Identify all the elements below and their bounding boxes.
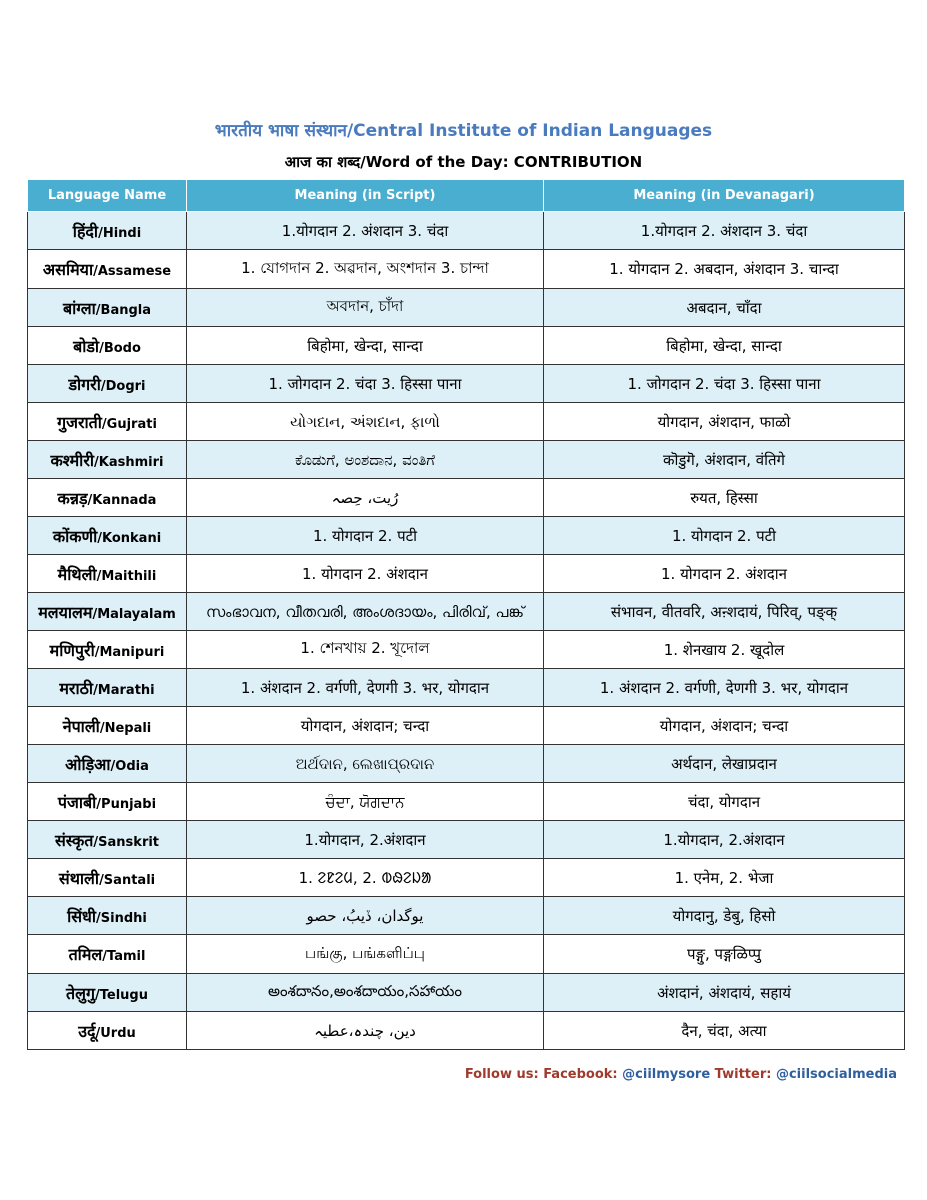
meaning-in-devanagari-cell: 1. जोगदान 2. चंदा 3. हिस्सा पाना <box>544 365 905 403</box>
meaning-in-devanagari-cell: 1. शेनखाय 2. खूदोल <box>544 631 905 669</box>
language-name-hindi: तमिल <box>68 945 103 964</box>
meaning-in-script-cell: رُیت، حِصہ <box>187 479 544 517</box>
meaning-in-script-cell: دین، چندہ،عطیہ <box>187 1012 544 1050</box>
language-name-hindi: डोगरी <box>68 374 101 394</box>
language-name-hindi: असमिया <box>42 260 94 279</box>
column-header-script: Meaning (in Script) <box>187 180 544 212</box>
table-row <box>28 821 905 859</box>
table-row <box>28 974 905 1012</box>
meaning-in-script-cell: 1. যোগদান 2. অৱদান, অংশদান 3. চান্দা <box>187 250 544 289</box>
meaning-in-script-cell: યોગદાન, અંશદાન, ફાળો <box>187 403 544 441</box>
page-title <box>0 118 927 141</box>
language-name-cell <box>28 212 187 250</box>
language-name-hindi: गुजराती <box>57 412 102 432</box>
meaning-in-script-cell: 1. ᱮᱱᱮᱢ, 2. ᱵᱷᱮᱡᱟ <box>187 859 544 897</box>
language-name-hindi: ओड़िआ <box>65 754 111 774</box>
meaning-in-devanagari-cell: 1. एनेम, 2. भेजा <box>544 859 905 897</box>
column-header-devanagari: Meaning (in Devanagari) <box>544 180 905 212</box>
language-name-hindi: सिंधी <box>67 906 97 926</box>
language-name-cell <box>28 745 187 783</box>
meaning-in-script-cell: ਚੰਦਾ, ਯੋਗਦਾਨ <box>187 783 544 821</box>
meaning-in-devanagari-cell: अबदान, चाँदा <box>544 289 905 327</box>
footer-label-twitter: Twitter: <box>710 1067 776 1082</box>
meaning-in-devanagari-cell: बिहोमा, खेन्दा, सान्दा <box>544 327 905 365</box>
language-name-hindi: कन्नड़ <box>57 488 88 508</box>
word-heading-english: /Word of the Day: CONTRIBUTION <box>360 153 643 171</box>
language-name-english: /Konkani <box>97 530 162 546</box>
table-row <box>28 212 905 250</box>
language-name-hindi: तेलुगु <box>66 983 95 1003</box>
table-row <box>28 403 905 441</box>
language-name-english: /Bangla <box>95 302 151 318</box>
language-name-cell <box>28 365 187 403</box>
language-name-english: /Punjabi <box>96 796 157 812</box>
meaning-in-script-cell: 1.योगदान 2. अंशदान 3. चंदा <box>187 212 544 250</box>
language-name-cell <box>28 250 187 289</box>
language-name-english: /Hindi <box>98 225 142 241</box>
language-name-cell <box>28 935 187 974</box>
language-name-cell <box>28 1012 187 1050</box>
meaning-in-script-cell: অবদান, চাঁদা <box>187 289 544 327</box>
word-of-the-day-heading <box>0 152 927 172</box>
language-name-english: /Sindhi <box>96 910 147 926</box>
language-name-cell <box>28 327 187 365</box>
language-name-english: /Sanskrit <box>93 834 160 850</box>
table-row <box>28 859 905 897</box>
table-row <box>28 669 905 707</box>
title-english: /Central Institute of Indian Languages <box>346 121 713 141</box>
meaning-in-devanagari-cell: चंदा, योगदान <box>544 783 905 821</box>
meaning-in-script-cell: ಕೊಡುಗೆ, ಅಂಶದಾನ, ವಂತಿಗೆ <box>187 441 544 479</box>
language-name-english: /Kannada <box>87 492 157 508</box>
meaning-in-devanagari-cell: दैन, चंदा, अत्या <box>544 1012 905 1050</box>
table-row <box>28 783 905 821</box>
table-row <box>28 745 905 783</box>
language-name-cell <box>28 593 187 631</box>
language-name-hindi: संस्कृत <box>54 830 94 850</box>
meaning-in-devanagari-cell: पङ्गु, पङ्गळिप्पु <box>544 935 905 974</box>
language-name-english: /Marathi <box>93 682 155 698</box>
meaning-in-script-cell: സംഭാവന, വീതവരി, അംശദായം, പിരിവ്, പങ്ക് <box>187 593 544 631</box>
language-name-cell <box>28 403 187 441</box>
social-footer <box>465 1067 897 1082</box>
language-name-hindi: कश्मीरी <box>50 450 95 470</box>
language-name-cell <box>28 821 187 859</box>
table-row <box>28 897 905 935</box>
language-name-cell <box>28 859 187 897</box>
language-name-cell <box>28 669 187 707</box>
meaning-in-script-cell: 1. योगदान 2. अंशदान <box>187 555 544 593</box>
language-name-hindi: नेपाली <box>62 716 100 736</box>
language-name-hindi: मैथिली <box>57 564 97 584</box>
table-row <box>28 707 905 745</box>
table-row <box>28 250 905 289</box>
language-name-hindi: पंजाबी <box>57 792 97 812</box>
meaning-in-devanagari-cell: संभावन, वीतवरि, अऩ्शदायं, पिरिव्, पङ्क् <box>544 593 905 631</box>
language-name-english: /Bodo <box>99 340 141 356</box>
meaning-in-devanagari-cell: 1. योगदान 2. अबदान, अंशदान 3. चान्दा <box>544 250 905 289</box>
language-name-hindi: मलयालम <box>38 602 93 622</box>
meaning-in-script-cell: అంశదానం,అంశదాయం,సహాయం <box>187 974 544 1012</box>
meanings-table <box>27 179 905 1050</box>
twitter-handle[interactable]: @ciilsocialmedia <box>775 1067 897 1082</box>
language-name-cell <box>28 555 187 593</box>
meaning-in-script-cell: बिहोमा, खेन्दा, सान्दा <box>187 327 544 365</box>
meaning-in-devanagari-cell: योगदानु, डेबु, हिसो <box>544 897 905 935</box>
language-name-english: /Kashmiri <box>94 454 164 470</box>
table-row <box>28 441 905 479</box>
language-name-cell <box>28 897 187 935</box>
meaning-in-devanagari-cell: अर्थदान, लेखाप्रदान <box>544 745 905 783</box>
meaning-in-devanagari-cell: योगदान, अंशदान; चन्दा <box>544 707 905 745</box>
table-row <box>28 555 905 593</box>
title-hindi: भारतीय भाषा संस्थान <box>214 121 347 141</box>
table-row <box>28 289 905 327</box>
meaning-in-devanagari-cell: 1. योगदान 2. पटी <box>544 517 905 555</box>
meaning-in-script-cell: 1. শেনখায় 2. খূদোল <box>187 631 544 669</box>
column-header-language: Language Name <box>28 180 187 212</box>
language-name-hindi: हिंदी <box>72 221 99 241</box>
language-name-cell <box>28 441 187 479</box>
language-name-cell <box>28 631 187 669</box>
language-name-hindi: बोडो <box>73 336 100 356</box>
language-name-hindi: संथाली <box>58 868 100 888</box>
language-name-english: /Assamese <box>93 264 172 279</box>
language-name-hindi: मराठी <box>59 678 94 698</box>
table-row <box>28 517 905 555</box>
language-name-cell <box>28 479 187 517</box>
meaning-in-script-cell: 1.योगदान, 2.अंशदान <box>187 821 544 859</box>
language-name-hindi: उर्दू <box>78 1021 96 1041</box>
table-row <box>28 935 905 974</box>
language-name-english: /Santali <box>99 872 156 888</box>
language-name-english: /Tamil <box>102 949 146 964</box>
footer-label-facebook: Follow us: Facebook: <box>464 1067 623 1082</box>
facebook-handle[interactable]: @ciilmysore <box>622 1067 711 1082</box>
table-row <box>28 1012 905 1050</box>
language-name-english: /Maithili <box>96 568 157 584</box>
meaning-in-script-cell: ଅର୍ଥଦାନ, ଲେଖାପ୍ରଦାନ <box>187 745 544 783</box>
table-header-row <box>28 180 905 212</box>
meaning-in-script-cell: 1. योगदान 2. पटी <box>187 517 544 555</box>
meaning-in-script-cell: 1. जोगदान 2. चंदा 3. हिस्सा पाना <box>187 365 544 403</box>
table-row <box>28 327 905 365</box>
language-name-english: /Manipuri <box>94 644 165 660</box>
meaning-in-devanagari-cell: 1.योगदान 2. अंशदान 3. चंदा <box>544 212 905 250</box>
language-name-english: /Gujrati <box>101 416 157 432</box>
meaning-in-script-cell: يوگدان، ڏيبُ، حصو <box>187 897 544 935</box>
language-name-english: /Telugu <box>95 987 148 1003</box>
meaning-in-script-cell: 1. अंशदान 2. वर्गणी, देणगी 3. भर, योगदान <box>187 669 544 707</box>
table-body <box>28 212 905 1050</box>
language-name-english: /Malayalam <box>92 606 176 622</box>
language-name-hindi: बांग्ला <box>63 298 96 318</box>
language-name-cell <box>28 707 187 745</box>
table-row <box>28 593 905 631</box>
language-name-cell <box>28 783 187 821</box>
table-row <box>28 479 905 517</box>
word-heading-hindi: आज का शब्द <box>284 153 361 171</box>
language-name-hindi: मणिपुरी <box>49 640 95 660</box>
language-name-english: /Urdu <box>95 1025 136 1041</box>
table-row <box>28 631 905 669</box>
meaning-in-script-cell: பங்கு, பங்களிப்பு <box>187 935 544 974</box>
language-name-english: /Nepali <box>99 720 152 736</box>
meaning-in-script-cell: योगदान, अंशदान; चन्दा <box>187 707 544 745</box>
meaning-in-devanagari-cell: रुयत, हिस्सा <box>544 479 905 517</box>
meaning-in-devanagari-cell: अंशदानं, अंशदायं, सहायं <box>544 974 905 1012</box>
language-name-hindi: कोंकणी <box>52 526 98 546</box>
language-name-cell <box>28 517 187 555</box>
language-name-cell <box>28 974 187 1012</box>
language-name-english: /Odia <box>110 758 149 774</box>
language-name-cell <box>28 289 187 327</box>
table-row <box>28 365 905 403</box>
language-name-english: /Dogri <box>100 378 146 394</box>
meaning-in-devanagari-cell: 1. अंशदान 2. वर्गणी, देणगी 3. भर, योगदान <box>544 669 905 707</box>
meaning-in-devanagari-cell: कॊडुगॆ, अंशदान, वंतिगे <box>544 441 905 479</box>
meaning-in-devanagari-cell: योगदान, अंशदान, फाळो <box>544 403 905 441</box>
meaning-in-devanagari-cell: 1.योगदान, 2.अंशदान <box>544 821 905 859</box>
meaning-in-devanagari-cell: 1. योगदान 2. अंशदान <box>544 555 905 593</box>
